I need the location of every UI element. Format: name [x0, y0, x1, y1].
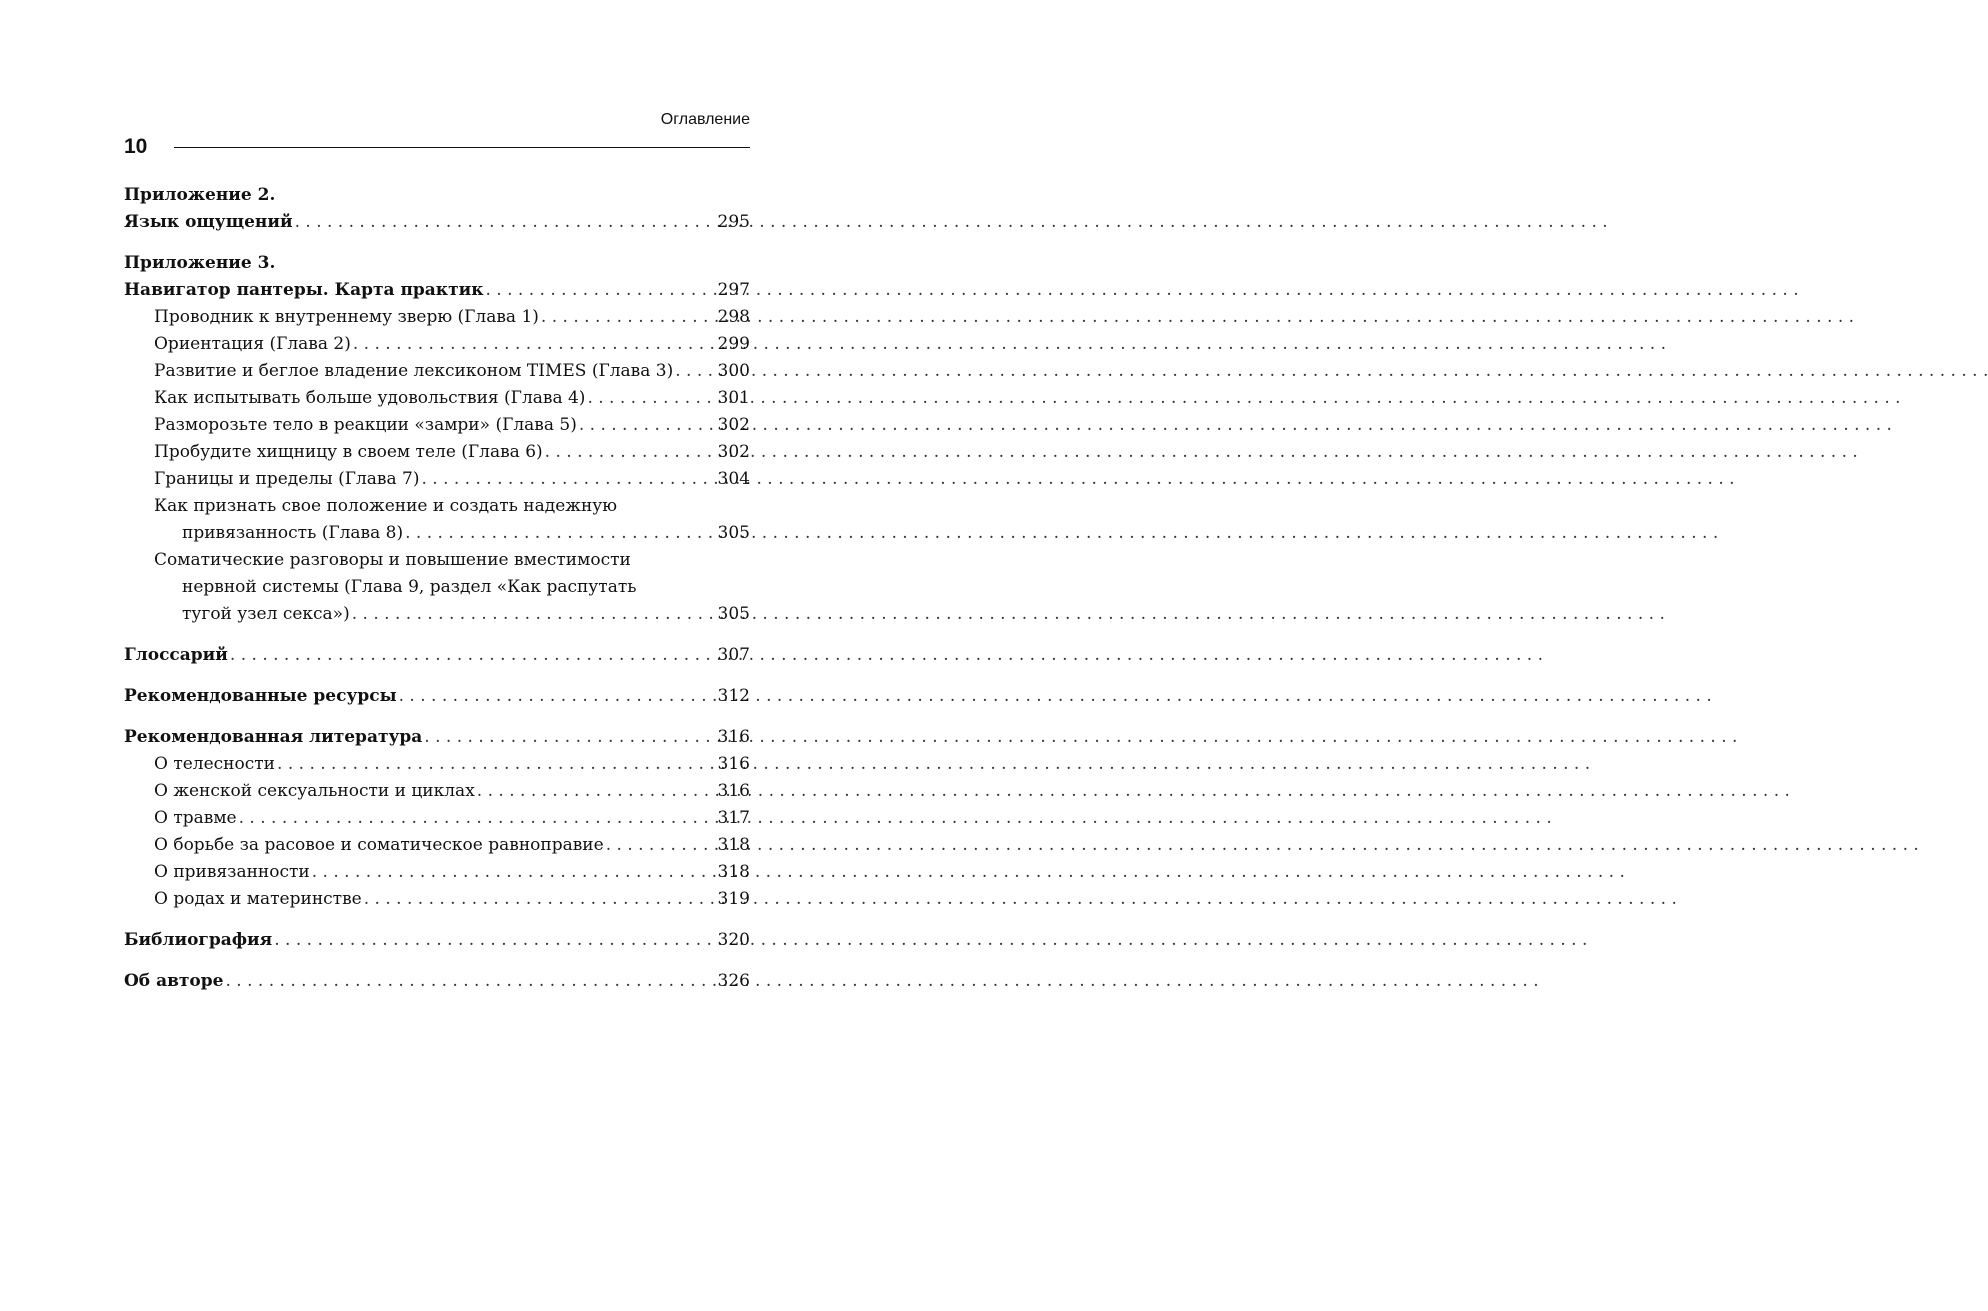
toc-entry-about[interactable] — [124, 968, 750, 995]
toc-entry-page: 302 — [717, 415, 750, 435]
toc-group-glossary — [124, 642, 750, 669]
toc-subentry[interactable] — [124, 466, 750, 493]
toc-subentry[interactable] — [124, 886, 750, 913]
toc-entry-page: 304 — [717, 469, 750, 489]
toc-entry-title: Как признать свое положение и создать надежную — [154, 496, 618, 516]
toc-subentry[interactable] — [124, 385, 750, 412]
toc-entry-glossary[interactable] — [124, 642, 750, 669]
dot-leader — [275, 751, 716, 778]
toc-label: Приложение 2. — [124, 185, 276, 205]
toc-subentry[interactable] — [124, 412, 750, 439]
toc-subentry[interactable] — [124, 751, 750, 778]
toc-entry-page: 320 — [717, 930, 750, 950]
toc-group-literature — [124, 724, 750, 913]
header-rule — [174, 147, 750, 148]
toc-subentry-line — [124, 574, 750, 601]
dot-leader — [673, 358, 715, 385]
dot-leader — [422, 724, 715, 751]
toc-subentry[interactable] — [124, 859, 750, 886]
toc-subentry[interactable] — [124, 805, 750, 832]
toc-entry-title: Библиография — [124, 930, 273, 950]
toc-subentry[interactable] — [124, 520, 750, 547]
toc-entry-title: Границы и пределы (Глава 7) — [154, 469, 420, 489]
dot-leader — [272, 927, 715, 954]
dot-leader — [310, 859, 716, 886]
toc-group-appendix-2 — [124, 182, 750, 236]
toc-entry-literature[interactable] — [124, 724, 750, 751]
toc-entry-title: Рекомендованная литература — [124, 727, 423, 747]
dot-leader — [585, 385, 715, 412]
toc-entry-page: 299 — [717, 334, 750, 354]
toc-entry-page: 319 — [717, 889, 750, 909]
dot-leader — [539, 304, 716, 331]
toc-subentry-line — [124, 493, 750, 520]
page-number: 10 — [124, 135, 148, 158]
toc-entry-page: 318 — [717, 862, 750, 882]
toc-entry-title: Язык ощущений — [124, 212, 293, 232]
toc-entry-page: 307 — [717, 645, 750, 665]
toc-entry-page: 316 — [717, 754, 750, 774]
dot-leader — [543, 439, 716, 466]
toc-entry-page: 316 — [717, 781, 750, 801]
toc-entry-title: Рекомендованные ресурсы — [124, 686, 397, 706]
toc-entry-page: 312 — [717, 686, 750, 706]
toc-entry-title: тугой узел секса») — [182, 604, 350, 624]
toc-entry-page: 317 — [717, 808, 750, 828]
toc-entry-title: О борьбе за расовое и соматическое равноправие — [154, 835, 604, 855]
toc-entry-title: Проводник к внутреннему зверю (Глава 1) — [154, 307, 539, 327]
toc-entry-page: 302 — [717, 442, 750, 462]
toc-entry-page: 298 — [717, 307, 750, 327]
dot-leader — [228, 642, 716, 669]
toc-entry-title: О травме — [154, 808, 237, 828]
toc-subentry[interactable] — [124, 601, 750, 628]
toc-entry-title: О привязанности — [154, 862, 310, 882]
toc-subentry-line — [124, 547, 750, 574]
dot-leader — [223, 968, 715, 995]
toc-label-appendix-2 — [124, 182, 750, 209]
dot-leader — [475, 778, 716, 805]
toc-entry-title: Ориентация (Глава 2) — [154, 334, 351, 354]
toc-entry-title: О женской сексуальности и циклах — [154, 781, 475, 801]
toc-subentry[interactable] — [124, 778, 750, 805]
table-of-contents — [124, 182, 750, 1009]
section-title: Оглавление — [660, 111, 750, 128]
toc-entry-page: 318 — [717, 835, 750, 855]
toc-label-appendix-3 — [124, 250, 750, 277]
toc-entry-resources[interactable] — [124, 683, 750, 710]
toc-entry-appendix-3[interactable] — [124, 277, 750, 304]
toc-entry-page: 297 — [717, 280, 750, 300]
toc-entry-title: Глоссарий — [124, 645, 228, 665]
dot-leader — [237, 805, 716, 832]
running-head — [124, 108, 750, 168]
toc-group-bibliography — [124, 927, 750, 954]
toc-entry-page: 305 — [717, 604, 750, 624]
toc-subentry[interactable] — [124, 358, 750, 385]
toc-entry-page: 305 — [717, 523, 750, 543]
toc-group-resources — [124, 683, 750, 710]
toc-entry-page: 326 — [717, 971, 750, 991]
dot-leader — [419, 466, 715, 493]
toc-entry-bibliography[interactable] — [124, 927, 750, 954]
dot-leader — [403, 520, 715, 547]
toc-entry-appendix-2[interactable] — [124, 209, 750, 236]
dot-leader — [484, 277, 716, 304]
toc-entry-title: Соматические разговоры и повышение вместимости — [154, 550, 631, 570]
toc-subentry[interactable] — [124, 439, 750, 466]
dot-leader — [293, 209, 716, 236]
dot-leader — [604, 832, 716, 859]
dot-leader — [577, 412, 716, 439]
toc-entry-title: О телесности — [154, 754, 276, 774]
toc-label: Приложение 3. — [124, 253, 276, 273]
toc-entry-title: Как испытывать больше удовольствия (Глава 4) — [154, 388, 586, 408]
toc-group-appendix-3 — [124, 250, 750, 628]
toc-entry-page: 301 — [717, 388, 750, 408]
dot-leader — [362, 886, 716, 913]
toc-entry-page: 316 — [717, 727, 750, 747]
toc-entry-title: Навигатор пантеры. Карта практик — [124, 280, 484, 300]
toc-subentry[interactable] — [124, 331, 750, 358]
toc-entry-title: Пробудите хищницу в своем теле (Глава 6) — [154, 442, 543, 462]
toc-entry-title: О родах и материнстве — [154, 889, 362, 909]
toc-entry-title: привязанность (Глава 8) — [182, 523, 404, 543]
toc-entry-title: Развитие и беглое владение лексиконом TIMES (Глава 3) — [154, 361, 674, 381]
toc-subentry[interactable] — [124, 832, 750, 859]
dot-leader — [351, 331, 716, 358]
toc-group-about — [124, 968, 750, 995]
toc-entry-page: 300 — [717, 361, 750, 381]
toc-entry-title: нервной системы (Глава 9, раздел «Как распутать — [182, 577, 637, 597]
toc-subentry[interactable] — [124, 304, 750, 331]
dot-leader — [397, 683, 716, 710]
toc-entry-title: Разморозьте тело в реакции «замри» (Глава 5) — [154, 415, 577, 435]
dot-leader — [350, 601, 716, 628]
toc-entry-title: Об авторе — [124, 971, 224, 991]
toc-entry-page: 295 — [717, 212, 750, 232]
